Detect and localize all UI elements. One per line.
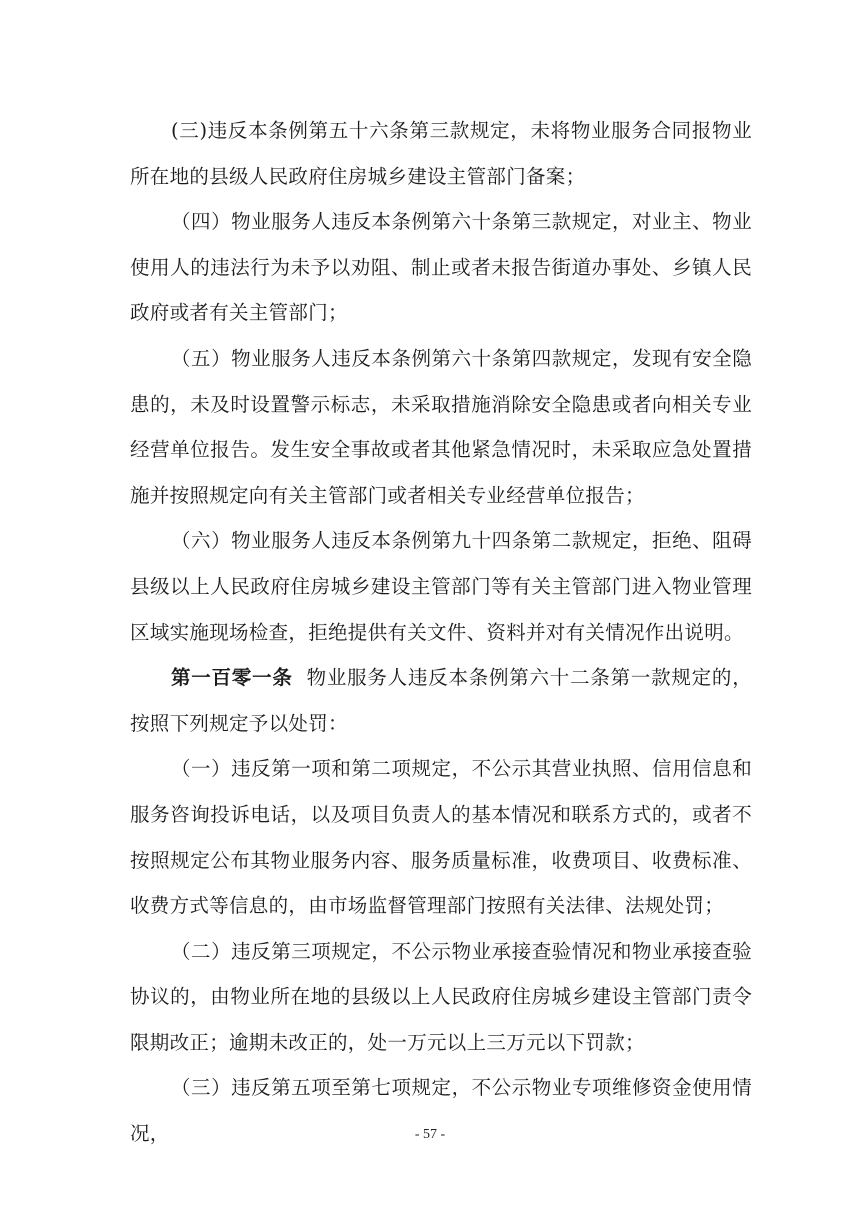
- article-101: [130, 655, 752, 746]
- paragraph-item-3: (三)违反本条例第五十六条第三款规定，未将物业服务合同报物业所在地的县级人民政府住房城乡建设主管部门备案；: [130, 119, 752, 188]
- paragraph-item-6: （六）物业服务人违反本条例第九十四条第二款规定，拒绝、阻碍县级以上人民政府住房城乡建设主管部门等有关主管部门进入物业管理区域实施现场检查，拒绝提供有关文件、资料并对有关情况作出说明。: [130, 529, 752, 644]
- article-item-1: （一）违反第一项和第二项规定，不公示其营业执照、信用信息和服务咨询投诉电话，以及项目负责人的基本情况和联系方式的，或者不按照规定公布其物业服务内容、服务质量标准，收费项目、收费标准、收费方式等信息的，由市场监督管理部门按照有关法律、法规处罚；: [130, 757, 752, 918]
- paragraph-item-4: （四）物业服务人违反本条例第六十条第三款规定，对业主、物业使用人的违法行为未予以劝阻、制止或者未报告街道办事处、乡镇人民政府或者有关主管部门；: [130, 210, 752, 325]
- article-item-3: （三）违反第五项至第七项规定，不公示物业专项维修资金使用情况，: [130, 1076, 752, 1146]
- page-number: - 57 -: [414, 1127, 446, 1142]
- article-item-2: （二）违反第三项规定，不公示物业承接查验情况和物业承接查验协议的，由物业所在地的县级以上人民政府住房城乡建设主管部门责令限期改正；逾期未改正的，处一万元以上三万元以下罚款；: [130, 939, 752, 1054]
- article-text: 物业服务人违反本条例第六十二条第一款规定的，按照下列规定予以处罚：: [130, 666, 752, 735]
- paragraph-item-5: （五）物业服务人违反本条例第六十条第四款规定，发现有安全隐患的，未及时设置警示标志，未采取措施消除安全隐患或者向相关专业经营单位报告。发生安全事故或者其他紧急情况时，未采取应急处置措施并按照规定向有关主管部门或者相关专业经营单位报告；: [130, 346, 752, 507]
- document-body: [130, 108, 752, 1157]
- article-heading: 第一百零一条: [171, 666, 293, 690]
